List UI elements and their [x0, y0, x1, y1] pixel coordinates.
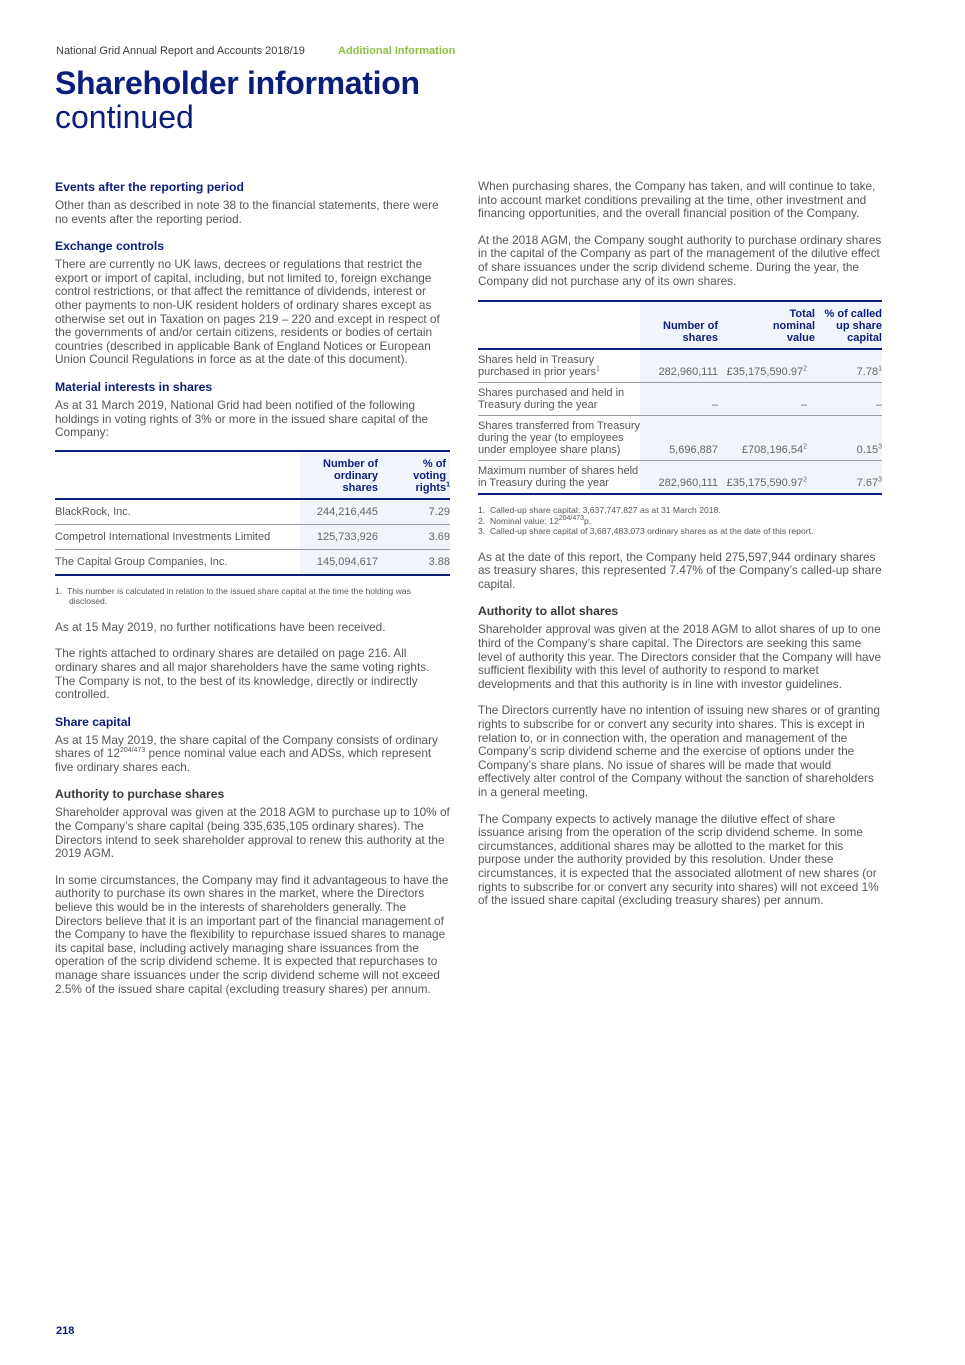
row-pct	[815, 349, 882, 383]
col-holder	[55, 451, 300, 499]
row-pct-text: –	[875, 399, 882, 412]
col-voting-rights	[378, 451, 450, 499]
left-column	[55, 180, 450, 1009]
row-pct	[815, 416, 882, 461]
page-title-sub: continued	[55, 99, 194, 135]
footnote-ref: 1	[446, 481, 450, 489]
purchase-authority-section	[55, 787, 450, 996]
page-number: 218	[56, 1325, 75, 1337]
table-row	[55, 524, 450, 549]
events-section	[55, 180, 450, 226]
col-ordinary-shares-label: Number of ordinary shares	[323, 457, 378, 494]
allot-authority-body-3: The Company expects to actively manage the dilutive effect of share issuance arising from the operation of the scrip dividend scheme. In some circumstances, additional shares may be allotted to the market for this purpose under the authority provided by this resolution. Under these circumstances, it is expected that the associated allotment of new shares (or rights to subscribe for or convert any security into shares) will not exceed 1% of the issued share capital (excluding treasury shares) per annum.	[478, 811, 879, 908]
row-label-text: Shares purchased and held in Treasury during the year	[478, 387, 625, 412]
events-heading: Events after the reporting period	[55, 180, 244, 194]
row-label-text: Maximum number of shares held in Treasury during the year	[478, 465, 639, 490]
col-number-of-shares-label: Number of shares	[663, 320, 718, 345]
agm-purchase-authority: At the 2018 AGM, the Company sought authority to purchase ordinary shares in the capital of the Company as part of the management of the dilutive effect of share issuances under the scrip dividend scheme. During the year, the Company did not purchase any of its own shares.	[478, 232, 882, 288]
fraction-sup: 204/473	[558, 514, 585, 522]
footnote-2-post: p.	[584, 515, 592, 526]
table-row	[478, 383, 882, 416]
row-pct-text: 7.78	[856, 366, 879, 379]
page-title-main: Shareholder information	[55, 65, 420, 101]
footnote-ref: 2	[803, 476, 807, 484]
row-pct-text: 7.67	[856, 477, 879, 490]
row-nominal	[718, 416, 815, 461]
col-voting-rights-label: % of voting rights	[413, 457, 447, 494]
material-interests-section	[55, 380, 450, 702]
row-nominal-text: £35,175,590.97	[726, 477, 804, 490]
material-interests-heading: Material interests in shares	[55, 379, 213, 394]
row-label-text: Shares transferred from Treasury during the year (to employees under employee share plans)	[478, 420, 641, 457]
table-row	[478, 416, 882, 461]
row-shares: 282,960,111	[640, 461, 718, 495]
table-row	[478, 461, 882, 495]
row-shares: –	[640, 383, 718, 416]
exchange-controls-body: There are currently no UK laws, decrees or regulations that restrict the export or import of capital, including, but not limited to, foreign exchange control restrictions, or that affect the remittance of dividends, interest or other payments to non-UK resident holders of ordinary shares except as otherwise set out in Taxation on pages 219 – 220 and except in respect of the governments of and/or certain citizens, residents or bodies of certain countries (described in applicable Bank of England Notices or European Union Council Regulations in force as at the date of this document).	[55, 257, 440, 367]
footnote-ref: 3	[878, 443, 882, 451]
exchange-controls-heading: Exchange controls	[55, 239, 165, 254]
holder-shares: 244,216,445	[300, 499, 378, 525]
holder-shares: 125,733,926	[300, 524, 378, 549]
row-nominal-text: –	[800, 399, 807, 412]
row-shares: 282,960,111	[640, 349, 718, 383]
share-capital-text-post: pence nominal value each and ADSs, which represent five ordinary shares each.	[55, 746, 432, 774]
share-capital-section	[55, 715, 450, 775]
section-tag: Additional Information	[338, 45, 456, 57]
row-nominal	[718, 383, 815, 416]
allot-authority-body-2: The Directors currently have no intention of issuing new shares or of granting rights to subscribe for or convert any security into shares. This is except in relation to, or in connection with, the operation and management of the Company’s scrip dividend scheme and the exercise of options under the Company’s share plans. No issue of shares will be made that would effectively alter control of the Company without the sanction of shareholders in a general meeting.	[478, 703, 880, 799]
row-nominal-text: £708,196.54	[741, 444, 804, 457]
treasury-shares-table	[478, 300, 882, 495]
row-pct	[815, 383, 882, 416]
row-label	[478, 383, 640, 416]
rights-paragraph: The rights attached to ordinary shares are detailed on page 216. All ordinary shares and all major shareholders have the same voting rights. The Company is not, to the best of its knowledge, directly or indirectly controlled.	[55, 646, 430, 702]
page-title	[55, 66, 420, 134]
holder-name: The Capital Group Companies, Inc.	[55, 549, 300, 575]
row-label-text: Shares held in Treasury purchased in prior years	[478, 354, 597, 379]
col-total-nominal-value	[718, 301, 815, 349]
col-pct-called-up	[815, 301, 882, 349]
holder-shares: 145,094,617	[300, 549, 378, 575]
events-body: Other than as described in note 38 to the financial statements, there were no events after the reporting period.	[55, 198, 439, 226]
fraction-sup: 204/473	[119, 747, 146, 755]
row-pct	[815, 461, 882, 495]
holder-pct: 7.29	[378, 499, 450, 525]
col-total-nominal-value-label: Total nominal value	[772, 308, 815, 345]
row-label	[478, 461, 640, 495]
table-row	[478, 349, 882, 383]
share-capital-text: As at 15 May 2019, the share capital of the Company consists of ordinary shares of 12	[55, 732, 438, 761]
treasury-holding-summary: As at the date of this report, the Company held 275,597,944 ordinary shares as treasury shares, this represented 7.47% of the Company’s called-up share capital.	[478, 549, 882, 591]
row-pct-text: 0.15	[856, 444, 879, 457]
table-header-row	[478, 301, 882, 349]
footnote-ref: 3	[878, 476, 882, 484]
treasury-footnote-3: 3. Called-up share capital of 3,687,483,073 ordinary shares as at the date of this report.	[478, 526, 814, 537]
purchase-authority-body-1: Shareholder approval was given at the 2018 AGM to purchase up to 10% of the Company’s share capital (being 335,635,105 ordinary shares). The Directors intend to seek shareholder approval to renew this authority at the 2019 AGM.	[55, 805, 450, 861]
running-head: National Grid Annual Report and Accounts 2018/19	[56, 45, 305, 57]
col-ordinary-shares	[300, 451, 378, 499]
exchange-controls-section	[55, 239, 450, 367]
row-nominal	[718, 349, 815, 383]
allot-authority-section	[478, 604, 882, 907]
table-row	[55, 549, 450, 575]
material-interests-table	[55, 450, 450, 576]
purchase-authority-heading: Authority to purchase shares	[55, 787, 225, 802]
allot-authority-heading: Authority to allot shares	[478, 604, 619, 619]
footnote-ref: 1	[596, 365, 600, 373]
row-label	[478, 349, 640, 383]
material-interests-footnote: 1. This number is calculated in relation to the issued share capital at the time the holding was disclosed.	[55, 585, 411, 607]
row-label	[478, 416, 640, 461]
footnote-2-text: 2. Nominal value: 12	[478, 515, 559, 526]
further-notifications: As at 15 May 2019, no further notifications have been received.	[55, 619, 386, 634]
row-nominal	[718, 461, 815, 495]
share-capital-heading: Share capital	[55, 714, 131, 729]
col-description	[478, 301, 640, 349]
table-header-row	[55, 451, 450, 499]
holder-name: BlackRock, Inc.	[55, 499, 300, 525]
col-pct-called-up-label: % of called up share capital	[824, 308, 882, 345]
holder-pct: 3.69	[378, 524, 450, 549]
material-interests-body: As at 31 March 2019, National Grid had been notified of the following holdings in voting rights of 3% or more in the issued share capital of the Company:	[55, 397, 429, 440]
footnote-ref: 2	[803, 365, 807, 373]
table-row	[55, 499, 450, 525]
footnote-ref: 1	[878, 365, 882, 373]
purchasing-considerations: When purchasing shares, the Company has taken, and will continue to take, into account market conditions prevailing at the time, other investment and financing opportunities, and the overall financial position of the Company.	[478, 179, 876, 221]
row-nominal-text: £35,175,590.97	[726, 366, 804, 379]
treasury-footnote-2	[478, 516, 882, 527]
footnote-ref: 2	[803, 443, 807, 451]
treasury-footnotes	[478, 505, 882, 537]
right-column	[478, 180, 882, 921]
allot-authority-body-1: Shareholder approval was given at the 2018 AGM to allot shares of up to one third of the Company’s share capital. The Directors are seeking this same level of authority this year. The Directors consider that the Company will have sufficient flexibility with this level of authority to respond to market developments and that this authority is in line with investor guidelines.	[478, 622, 882, 691]
treasury-footnote-1: 1. Called-up share capital: 3,637,747,827 as at 31 March 2018.	[478, 505, 721, 516]
col-number-of-shares	[640, 301, 718, 349]
holder-pct: 3.88	[378, 549, 450, 575]
purchase-authority-body-2: In some circumstances, the Company may find it advantageous to have the authority to purchase its own shares in the market, where the Directors believe this would be in the interests of shareholders generally. The Directors believe that it is an important part of the financial management of the Company to have the flexibility to repurchase issued shares to manage its capital base, including actively managing share issuances from the operation of the scrip dividend scheme. It is expected that repurchases to manage share issuances under the scrip dividend scheme will not exceed 2.5% of the issued share capital (excluding treasury shares) per annum.	[55, 872, 449, 996]
row-shares: 5,696,887	[640, 416, 718, 461]
holder-name: Competrol International Investments Limited	[55, 524, 300, 549]
share-capital-body	[55, 734, 450, 775]
